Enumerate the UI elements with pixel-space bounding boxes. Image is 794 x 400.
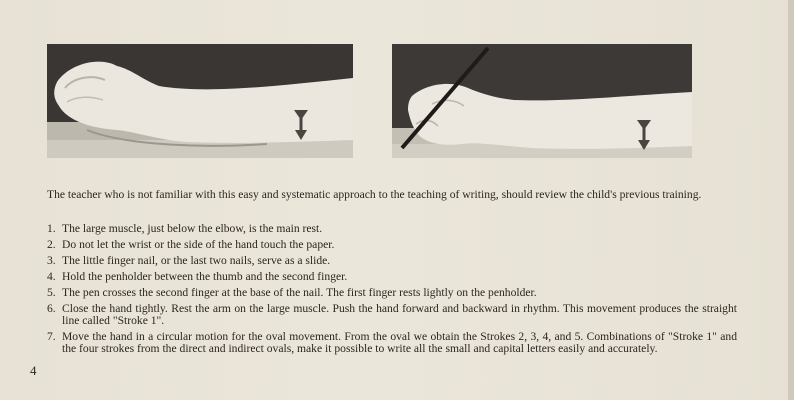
photo-hand-holding-pen <box>392 44 692 158</box>
step-number: 6. <box>47 302 56 315</box>
step-number: 7. <box>47 330 56 343</box>
step-number: 4. <box>47 270 56 283</box>
list-item <box>47 303 737 327</box>
list-item <box>47 239 737 251</box>
step-text: Move the hand in a circular motion for the oval movement. From the oval we obtain the Strokes 2, 3, 4, and 5. Combinations of "Stroke 1" and the four strokes from the direct and indirect ovals, make it possible to write all the small and capital letters easily and accurately. <box>62 330 737 355</box>
step-number: 5. <box>47 286 56 299</box>
step-text: Close the hand tightly. Rest the arm on the large muscle. Push the hand forward and backward in rhythm. This movement produces the straight line called "Stroke 1". <box>62 302 737 327</box>
list-item <box>47 287 737 299</box>
list-item <box>47 255 737 267</box>
intro-paragraph: The teacher who is not familiar with this easy and systematic approach to the teaching of writing, should review the child's previous training. <box>47 188 702 201</box>
step-number: 3. <box>47 254 56 267</box>
step-number: 1. <box>47 222 56 235</box>
list-item <box>47 271 737 283</box>
step-text: Hold the penholder between the thumb and the second finger. <box>62 270 348 283</box>
step-text: The pen crosses the second finger at the base of the nail. The first finger rests lightly on the penholder. <box>62 286 537 299</box>
step-text: The little finger nail, or the last two nails, serve as a slide. <box>62 254 331 267</box>
step-text: The large muscle, just below the elbow, is the main rest. <box>62 222 323 235</box>
page-number: 4 <box>30 363 37 378</box>
step-text: Do not let the wrist or the side of the hand touch the paper. <box>62 238 335 251</box>
step-number: 2. <box>47 238 56 251</box>
instruction-list <box>47 223 737 359</box>
list-item <box>47 223 737 235</box>
hand-pen-illustration <box>392 44 692 158</box>
photo-arm-closed-fist <box>47 44 353 158</box>
list-item <box>47 331 737 355</box>
arm-fist-illustration <box>47 44 353 158</box>
